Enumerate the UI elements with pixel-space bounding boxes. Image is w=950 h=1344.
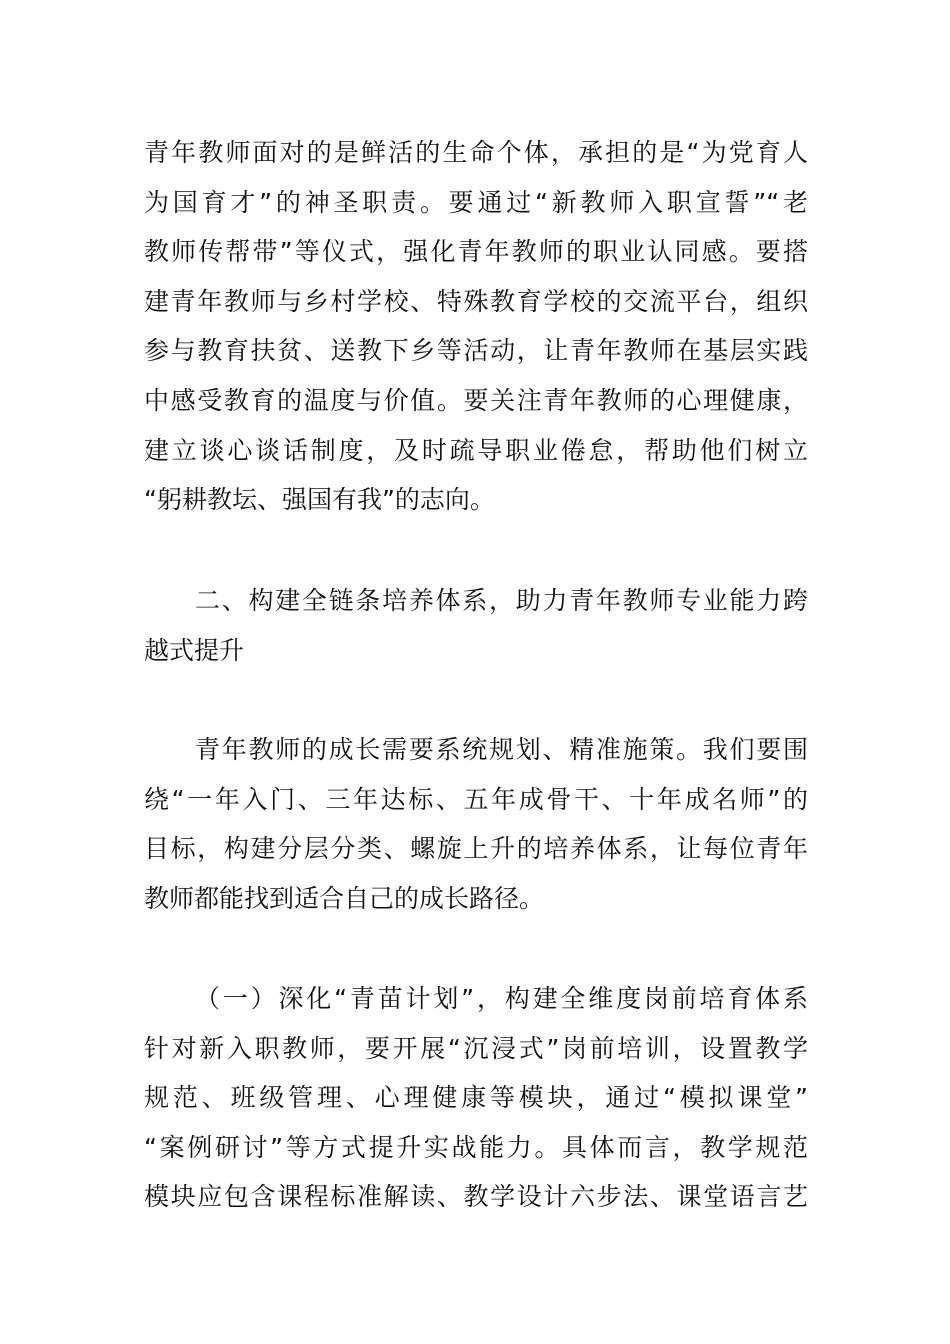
paragraph-line: 针对新入职教师，要开展“沉浸式”岗前培训，设置教学 [144,1033,808,1063]
paragraph-3 [144,974,808,1222]
paragraph-2 [144,725,808,923]
paragraph-line: 建立谈心谈话制度，及时疏导职业倦怠，帮助他们树立 [144,435,808,465]
paragraph-line: 建青年教师与乡村学校、特殊教育学校的交流平台，组织 [144,286,808,316]
paragraph-line: “案例研讨”等方式提升实战能力。具体而言，教学规范 [144,1132,808,1162]
heading-line: 二、构建全链条培养体系，助力青年教师专业能力跨 [195,586,808,615]
paragraph-line: 规范、班级管理、心理健康等模块，通过“模拟课堂” [144,1083,808,1113]
paragraph-line: 中感受教育的温度与价值。要关注青年教师的心理健康， [144,385,808,415]
paragraph-line: 参与教育扶贫、送教下乡等活动，让青年教师在基层实践 [144,336,808,366]
paragraph-line: 青年教师的成长需要系统规划、精准施策。我们要围 [195,735,808,764]
paragraph-line: 目标，构建分层分类、螺旋上升的培养体系，让每位青年 [144,834,808,864]
paragraph-line: 青年教师面对的是鲜活的生命个体，承担的是“为党育人 [144,138,808,167]
subheading-line: （一）深化“青苗计划”，构建全维度岗前培育体系 [195,984,808,1013]
paragraph-line: “躬耕教坛、强国有我”的志向。 [144,485,495,515]
paragraph-1 [144,128,808,525]
section-heading-2 [144,576,808,675]
paragraph-line: 为国育才”的神圣职责。要通过“新教师入职宣誓”“老 [144,187,808,217]
paragraph-line: 教师都能找到适合自己的成长路径。 [144,883,545,913]
paragraph-line: 绕“一年入门、三年达标、五年成骨干、十年成名师”的 [144,784,808,814]
paragraph-line: 模块应包含课程标准解读、教学设计六步法、课堂语言艺 [144,1182,808,1212]
paragraph-line: 教师传帮带”等仪式，强化青年教师的职业认同感。要搭 [144,237,808,267]
heading-line: 越式提升 [144,635,245,665]
